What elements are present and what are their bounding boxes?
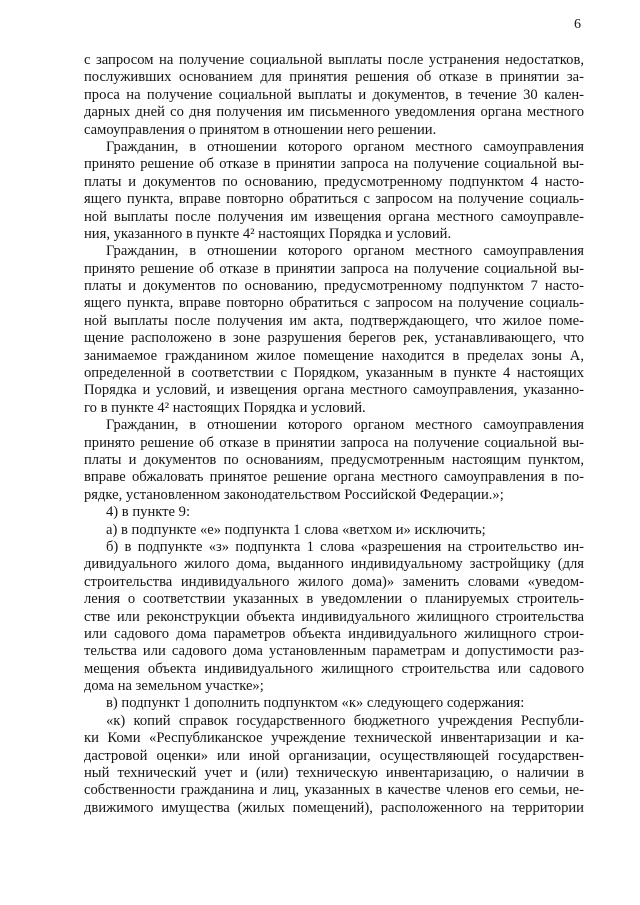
text-line: мещения объекта индивидуального жилищного строительства или садового <box>84 660 584 677</box>
text-line: послуживших основанием для принятия решения об отказе в принятии за- <box>84 69 584 86</box>
text-line: щение расположено в зоне разрушения берегов рек, устанавливающего, что <box>84 330 584 347</box>
text-line: определенной в соответствии с Порядком, указанным в пункте 4 настоящих <box>84 365 584 382</box>
text-line: дивидуального жилого дома, выданного индивидуальному застройщику (для <box>84 556 584 573</box>
text-line: в) подпункт 1 дополнить подпунктом «к» следующего содержания: <box>106 695 525 712</box>
text-line: ной выплаты после получения им акта, подтверждающего, что жилое поме- <box>84 312 584 329</box>
text-line: ки Коми «Республиканское учреждение технической инвентаризации и ка- <box>84 730 584 747</box>
text-line: платы и документов по основанию, предусмотренному подпунктом 7 насто- <box>84 278 584 295</box>
text-line: стве или реконструкции объекта индивидуального жилищного строительства <box>84 608 584 625</box>
text-line: принято решение об отказе в принятии запроса на получение социальной вы- <box>84 156 584 173</box>
text-line: движимого имущества (жилых помещений), расположенного на территории <box>84 799 584 816</box>
text-line: ния, указанного в пункте 4² настоящих Порядка и условий. <box>84 225 452 242</box>
text-line: 4) в пункте 9: <box>106 504 191 521</box>
text-line: «к) копий справок государственного бюджетного учреждения Республи- <box>106 712 584 729</box>
page-number: 6 <box>574 17 581 32</box>
text-line: строительства индивидуального жилого дома)» заменить словами «уведом- <box>84 573 584 590</box>
text-line: го в пункте 4² настоящих Порядка и условий. <box>84 399 366 416</box>
text-line: тельства или садового дома установленным параметрам и допустимости раз- <box>84 643 584 660</box>
text-line: платы и документов по основанию, предусмотренному подпунктом 4 насто- <box>84 173 584 190</box>
text-line: платы и документов по основаниям, предусмотренным настоящим пунктом, <box>84 451 584 468</box>
text-line: Порядка и условий, и извещения органа местного самоуправления, указанно- <box>84 382 584 399</box>
text-line: с запросом на получение социальной выплаты после устранения недостатков, <box>84 52 584 68</box>
text-line: принято решение об отказе в принятии запроса на получение социальной вы- <box>84 260 584 277</box>
text-line: а) в подпункте «е» подпункта 1 слова «ветхом и» исключить; <box>106 521 486 538</box>
text-line: дарных дней со дня получения им письменного уведомления органа местного <box>84 104 584 121</box>
text-line: ящего пункта, вправе повторно обратиться с запросом на получение социаль- <box>84 295 584 312</box>
text-line: вправе обжаловать принятое решение органа местного самоуправления в по- <box>84 469 584 486</box>
text-line: или садового дома параметров объекта индивидуального жилищного строи- <box>84 625 584 642</box>
text-line: дастровой оценки» или иной организации, осуществляющей государствен- <box>84 747 584 764</box>
text-line: собственности гражданина и лиц, указанных в качестве членов его семьи, не- <box>84 782 584 799</box>
text-line: самоуправления о принятом в отношении него решении. <box>84 121 437 138</box>
text-line: Гражданин, в отношении которого органом местного самоуправления <box>106 138 584 155</box>
text-line: ный технический учет и (или) техническую инвентаризацию, о наличии в <box>84 765 584 782</box>
text-line: рядке, установленном законодательством Российской Федерации.»; <box>84 486 504 503</box>
text-line: Гражданин, в отношении которого органом местного самоуправления <box>106 417 584 434</box>
text-line: ления о соответствии указанных в уведомлении о планируемых строитель- <box>84 591 584 608</box>
text-line: ящего пункта, вправе повторно обратиться с запросом на получение социаль- <box>84 191 584 208</box>
text-line: дома на земельном участке»; <box>84 678 264 695</box>
text-line: занимаемое гражданином жилое помещение находится в пределах зоны А, <box>84 347 584 364</box>
text-line: проса на получение социальной выплаты и документов, в течение 30 кален- <box>84 86 584 103</box>
text-line: б) в подпункте «з» подпункта 1 слова «разрешения на строительство ин- <box>106 538 584 555</box>
text-line: ной выплаты после получения им извещения органа местного самоуправле- <box>84 208 584 225</box>
document-body <box>84 52 584 817</box>
text-line: Гражданин, в отношении которого органом местного самоуправления <box>106 243 584 260</box>
text-line: принято решение об отказе в принятии запроса на получение социальной вы- <box>84 434 584 451</box>
